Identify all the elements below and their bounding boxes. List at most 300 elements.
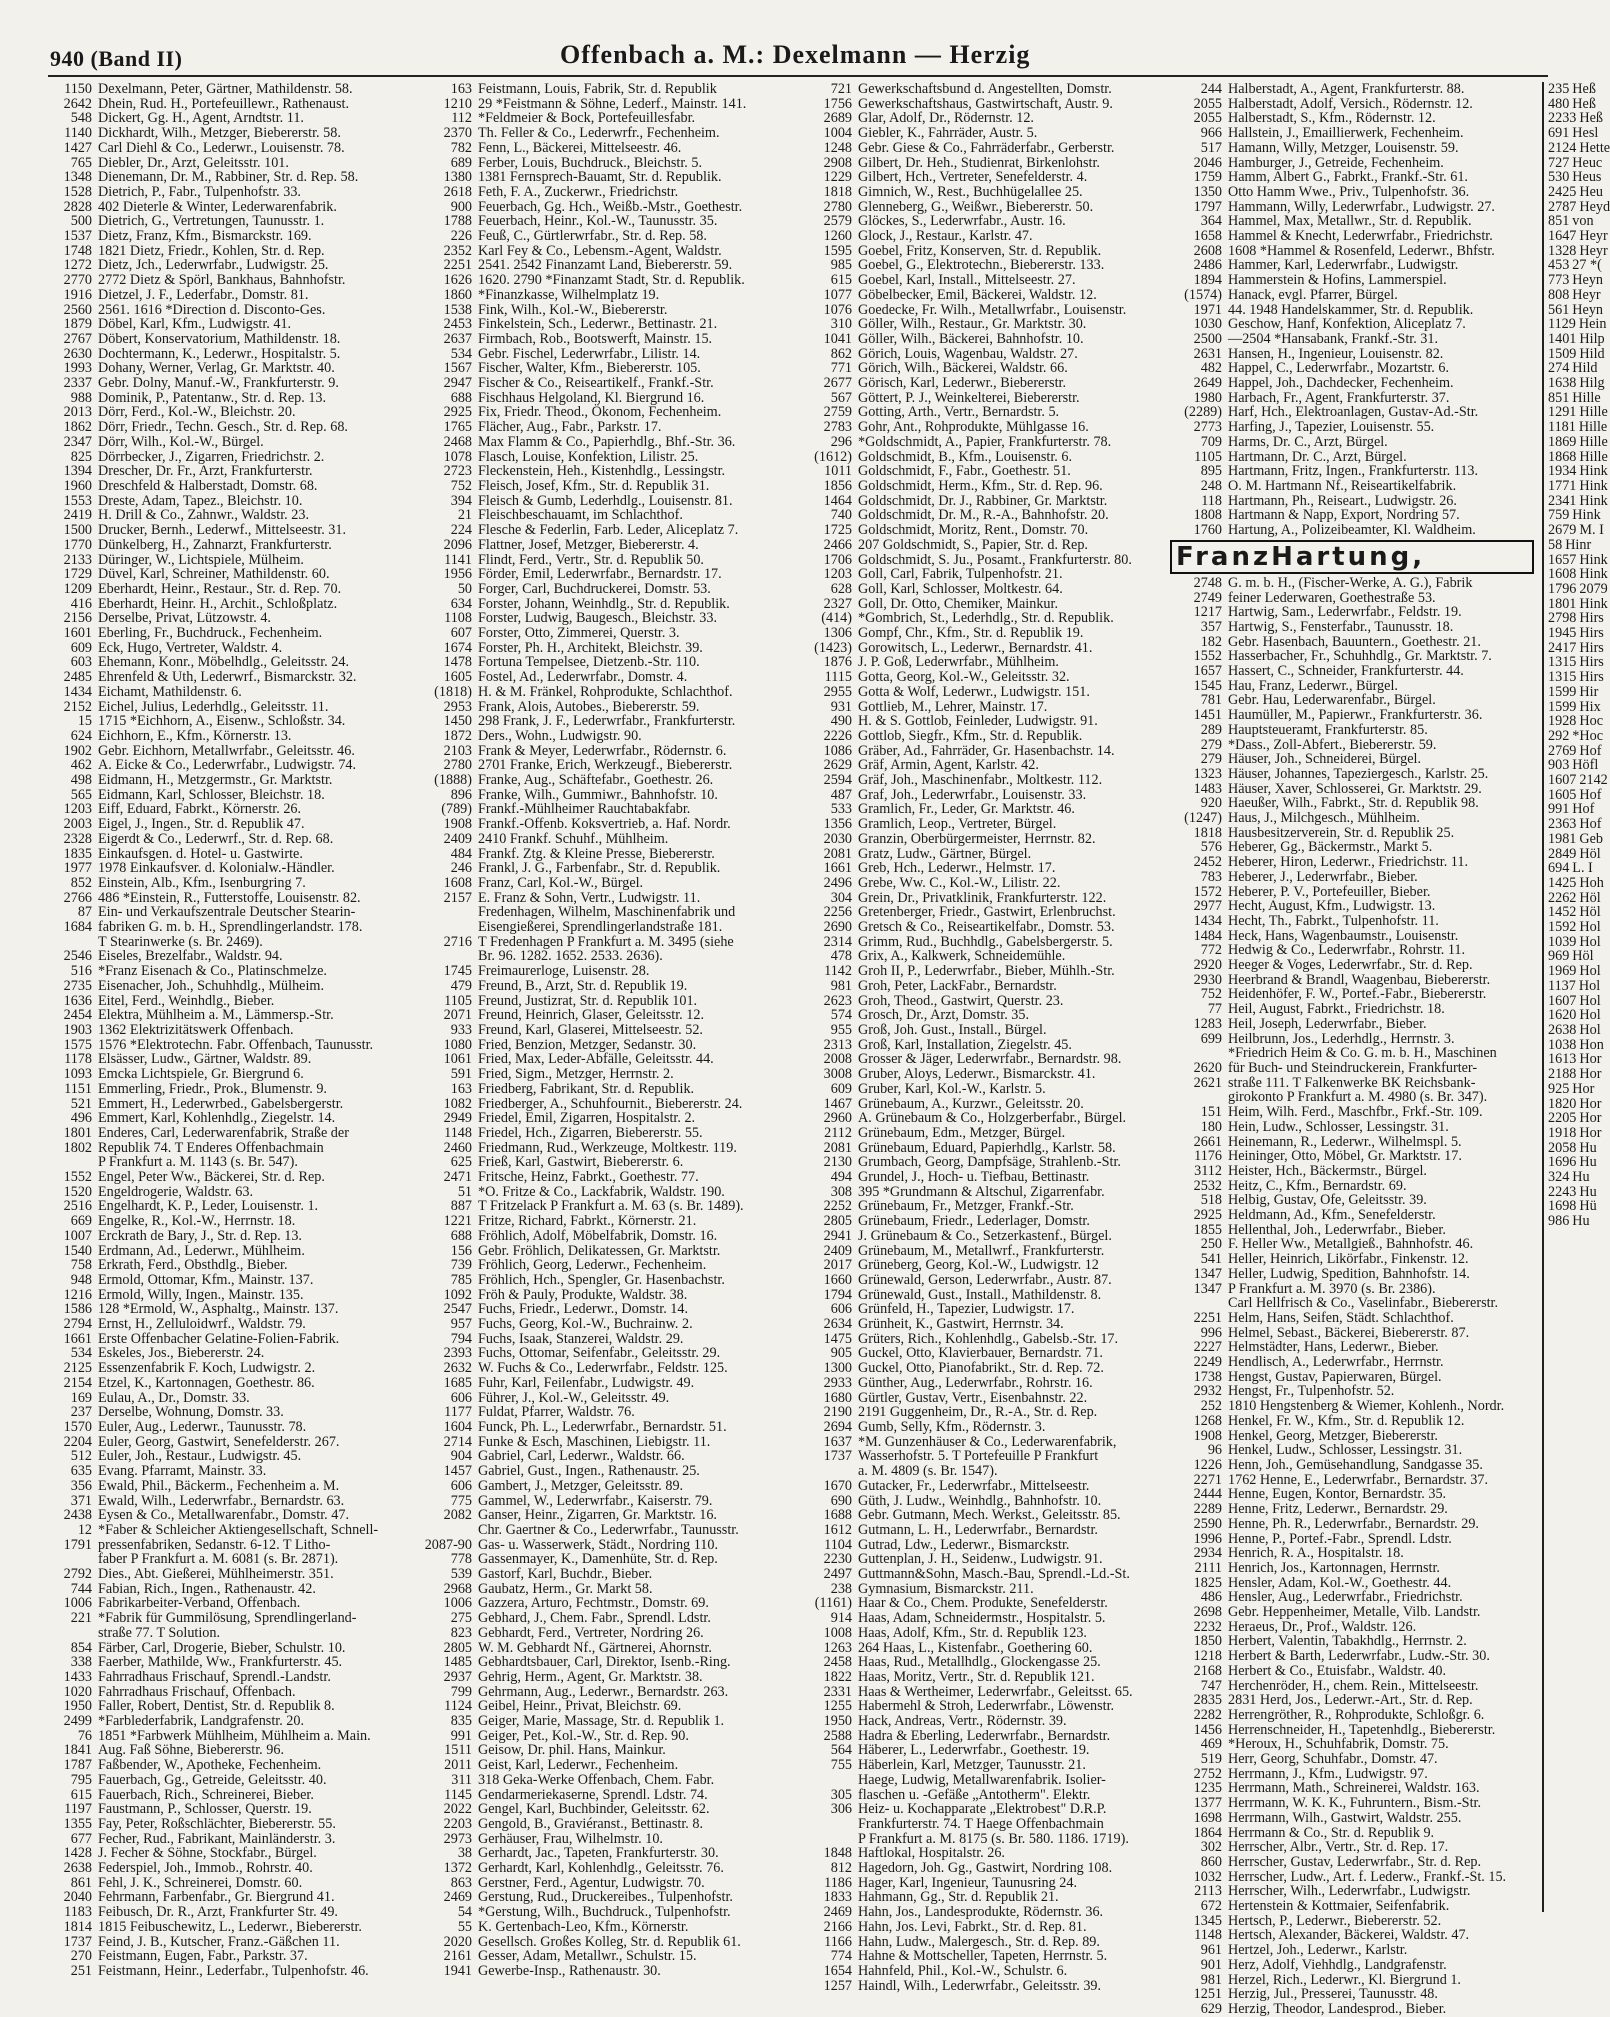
directory-entry [1170, 1546, 1540, 1561]
entry-phone-number: 690 [830, 1492, 852, 1509]
entry-text: Hille [1572, 389, 1601, 406]
entry-text: Haas, Adam, Schneidermstr., Hospitalstr. 5. [858, 1610, 1106, 1627]
entry-text: Harfing, J., Tapezier, Louisenstr. 55. [1228, 419, 1435, 436]
entry-text: Harbach, Fr., Agent, Frankfurterstr. 37. [1228, 389, 1450, 406]
entry-text: Glenneberg, G., Weißwr., Biebererstr. 50. [858, 198, 1094, 215]
entry-text: Eisengießerei, Sprendlingerlandstraße 181. [478, 919, 723, 936]
entry-text: Herbert & Co., Etuisfabr., Waldstr. 40. [1228, 1662, 1447, 1679]
entry-phone-number: 2112 [824, 1124, 852, 1141]
directory-entry [420, 1861, 800, 1876]
directory-entry [420, 82, 800, 97]
entry-text: Hahne & Mottscheller, Tapeten, Herrnstr. 5. [858, 1948, 1108, 1965]
entry-phone-number: 1260 [823, 228, 852, 245]
directory-entry [800, 317, 1180, 332]
entry-phone-number: 1511 [444, 1742, 472, 1759]
entry-text: Hü [1579, 1198, 1597, 1215]
entry-phone-number: 1483 [1193, 780, 1222, 797]
entry-phone-number: 118 [1201, 492, 1222, 509]
entry-text: —2504 *Hansabank, Frankf.-Str. 31. [1228, 330, 1439, 347]
entry-text: Euler, Joh., Restaur., Ludwigstr. 45. [98, 1448, 302, 1465]
entry-text: 264 Haas, L., Kistenfabr., Goethering 60. [858, 1639, 1093, 1656]
directory-entry [800, 126, 1180, 141]
directory-entry [1548, 580, 1608, 597]
entry-phone-number: 1347 [1193, 1280, 1222, 1297]
entry-text: Helbig, Gustav, Ofe, Geleitsstr. 39. [1228, 1192, 1427, 1209]
directory-entry [1170, 885, 1540, 900]
directory-entry [40, 523, 420, 538]
entry-text: Hirs [1579, 610, 1604, 627]
directory-entry [1548, 391, 1600, 406]
entry-phone-number: (1818) [434, 683, 472, 700]
entry-text: 1978 Einkaufsver. d. Kolonialw.-Händler. [98, 860, 335, 877]
entry-text: Frankfurterstr. 74. T Haege Offenbachmain [858, 1815, 1104, 1832]
directory-entry [420, 1008, 800, 1023]
entry-text: Grosch, Dr., Arzt, Domstr. 35. [858, 1007, 1030, 1024]
entry-text: Göttert, P. J., Weinkelterei, Biebererstr. [858, 389, 1080, 406]
entry-text: Forster, Ludwig, Baugesch., Bleichstr. 33. [478, 610, 718, 627]
entry-text: A. Grünebaum & Co., Holzgerberfabr., Bürgel. [858, 1110, 1127, 1127]
directory-entry [800, 1244, 1180, 1259]
entry-phone-number: 1537 [63, 228, 92, 245]
entry-phone-number: 1061 [443, 1051, 472, 1068]
entry-text: Herbert & Barth, Lederwrfabr., Ludw.-Str. 30. [1228, 1648, 1490, 1665]
entry-text: Ders., Wohn., Ludwigstr. 90. [478, 727, 642, 744]
directory-entry [420, 1832, 800, 1847]
directory-entry [800, 1596, 1180, 1611]
entry-text: Hesl [1572, 125, 1599, 142]
entry-text: Fehl, J. K., Schreinerei, Domstr. 60. [98, 1874, 303, 1891]
entry-text: Feuerbach, Gg. Hch., Weißb.-Mstr., Goethestr. [478, 198, 743, 215]
directory-entry [40, 288, 420, 303]
entry-text: Heyn [1572, 272, 1604, 289]
entry-phone-number: 1520 [63, 1183, 92, 1200]
directory-entry [40, 156, 420, 171]
entry-text: Goldschmidt, F., Fabr., Goethestr. 51. [858, 463, 1071, 480]
directory-entry [1170, 1708, 1540, 1723]
entry-text: Hette [1579, 139, 1610, 156]
entry-text: Führer, J., Kol.-W., Geleitsstr. 49. [478, 1389, 670, 1406]
directory-entry [1548, 228, 1608, 245]
entry-phone-number: 996 [1200, 1324, 1222, 1341]
directory-entry [1548, 361, 1600, 376]
entry-phone-number: 2780 [823, 198, 852, 215]
directory-entry [1170, 1105, 1540, 1120]
directory-entry [40, 1097, 420, 1112]
entry-phone-number: 1841 [63, 1742, 92, 1759]
directory-entry [1170, 1135, 1540, 1150]
entry-phone-number: 1377 [1193, 1795, 1222, 1812]
entry-phone-number: 1203 [63, 801, 92, 818]
directory-entry [40, 1626, 420, 1641]
entry-text: Fröhlich, Hch., Spengler, Gr. Hasenbachstr. [478, 1271, 725, 1288]
entry-phone-number: 609 [70, 639, 92, 656]
entry-text: Dietzel, J. F., Lederfabr., Domstr. 81. [98, 286, 309, 303]
entry-phone-number: 774 [830, 1948, 852, 1965]
entry-text: Hor [1579, 1124, 1602, 1141]
entry-text: Halberstadt, S., Kfm., Rödernstr. 12. [1228, 110, 1436, 127]
entry-text: Feuß, C., Gürtlerwrfabr., Str. d. Rep. 58. [478, 228, 707, 245]
directory-entry [1170, 523, 1540, 538]
entry-text: Heyr [1579, 242, 1608, 259]
entry-phone-number: 2752 [1193, 1765, 1222, 1782]
directory-entry [1170, 1576, 1540, 1591]
entry-text: Gerhäuser, Frau, Wilhelmstr. 10. [478, 1830, 663, 1847]
entry-phone-number: 851 [1548, 389, 1570, 406]
directory-entry [40, 1758, 420, 1773]
directory-entry [800, 714, 1180, 729]
directory-entry [800, 788, 1180, 803]
entry-phone-number: 2766 [63, 889, 92, 906]
entry-text: Herrengröther, R., Rohprodukte, Schloßgr. 6. [1228, 1706, 1485, 1723]
entry-text: Hink [1579, 477, 1608, 494]
directory-entry [1170, 1120, 1540, 1135]
entry-phone-number: 2022 [443, 1801, 472, 1818]
directory-entry [1170, 361, 1540, 376]
entry-phone-number: 1272 [63, 257, 92, 274]
entry-text: Fuchs, Ottomar, Seifenfabr., Geleitsstr. 29. [478, 1345, 721, 1362]
entry-phone-number: 2124 [1548, 139, 1577, 156]
directory-entry [420, 876, 800, 891]
entry-text: Eidmann, Karl, Schlosser, Bleichstr. 18. [98, 786, 325, 803]
entry-phone-number: 1748 [63, 242, 92, 259]
directory-entry [800, 1317, 1180, 1332]
entry-text: Gebr. Gutmann, Mech. Werkst., Geleitsstr. 85. [858, 1507, 1121, 1524]
directory-entry [800, 1905, 1180, 1920]
entry-phone-number: 2977 [1193, 898, 1222, 915]
entry-phone-number: 1427 [63, 139, 92, 156]
entry-text: Heß [1579, 110, 1604, 127]
entry-phone-number: 1981 [1548, 830, 1577, 847]
entry-text: 395 *Grundmann & Altschul, Zigarrenfabr. [858, 1183, 1105, 1200]
entry-phone-number: 2937 [443, 1668, 472, 1685]
entry-phone-number: 2328 [63, 830, 92, 847]
directory-entry [800, 1979, 1180, 1994]
entry-text: Hack, Andreas, Vertr., Rödernstr. 39. [858, 1713, 1067, 1730]
entry-text: Gramlich, Fr., Leder, Gr. Marktstr. 46. [858, 801, 1075, 818]
directory-entry [1548, 905, 1600, 920]
directory-entry [800, 214, 1180, 229]
entry-phone-number: 1115 [824, 669, 852, 686]
directory-entry [1548, 727, 1604, 744]
directory-entry [1548, 330, 1605, 347]
directory-entry [800, 1449, 1180, 1464]
entry-phone-number: 1855 [1193, 1221, 1222, 1238]
entry-text: Hirs [1579, 654, 1604, 671]
entry-text: Carl Hellfrisch & Co., Vaselinfabr., Biebererstr. [1228, 1295, 1499, 1312]
entry-text: Gastorf, Karl, Buchdr., Bieber. [478, 1566, 653, 1583]
directory-entry [1548, 772, 1608, 789]
entry-phone-number: 252 [1200, 1398, 1222, 1415]
entry-text: Halberstadt, A., Agent, Frankfurterstr. 88. [1228, 81, 1465, 97]
entry-text: Höl [1579, 889, 1601, 906]
directory-entry [800, 670, 1180, 685]
entry-phone-number: 1759 [1193, 169, 1222, 186]
directory-entry [800, 905, 1180, 920]
entry-text: Glar, Adolf, Dr., Rödernstr. 12. [858, 110, 1034, 127]
directory-entry [1548, 1214, 1600, 1229]
entry-text: Friedel, Hch., Zigarren, Biebererstr. 55. [478, 1124, 703, 1141]
directory-entry [800, 597, 1180, 612]
entry-phone-number: 1745 [443, 963, 472, 980]
entry-text: Hammel & Knecht, Lederwrfabr., Friedrichstr. [1228, 228, 1493, 245]
entry-text: Färber, Carl, Drogerie, Bieber, Schulstr. 10. [98, 1639, 346, 1656]
directory-entry [1170, 1282, 1540, 1297]
entry-text: 1762 Henne, E., Lederwrfabr., Bernardstr. 37. [1228, 1471, 1489, 1488]
entry-text: Günther, Aug., Lederwrfabr., Rohrstr. 16. [858, 1374, 1093, 1391]
entry-text: Dhein, Rud. H., Portefeuillewr., Rathenaust. [98, 95, 349, 112]
directory-entry [40, 670, 420, 685]
directory-entry [40, 920, 420, 935]
directory-entry [40, 1655, 420, 1670]
entry-text: Heininger, Otto, Möbel, Gr. Marktstr. 17. [1228, 1148, 1462, 1165]
entry-text: Flattner, Josef, Metzger, Biebererstr. 4. [478, 536, 699, 553]
entry-text: Heberer, J., Lederwrfabr., Bieber. [1228, 868, 1418, 885]
directory-entry [800, 494, 1180, 509]
directory-entry [40, 1258, 420, 1273]
directory-entry [800, 111, 1180, 126]
entry-text: 1851 *Farbwerk Mühlheim, Mühlheim a. Main. [98, 1727, 371, 1744]
entry-text: Dickhardt, Wilh., Metzger, Biebererstr. 58. [98, 125, 341, 142]
entry-phone-number: 2787 [1548, 198, 1577, 215]
entry-text: W. M. Gebhardt Nf., Gärtnerei, Ahornstr. [478, 1639, 712, 1656]
entry-phone-number: 2327 [823, 595, 852, 612]
entry-phone-number: 151 [1200, 1104, 1222, 1121]
directory-entry [1170, 635, 1540, 650]
entry-phone-number: 1032 [1193, 1868, 1222, 1885]
directory-entry [40, 1155, 420, 1170]
entry-text: Gräf, Joh., Maschinenfabr., Moltkestr. 112. [858, 772, 1103, 789]
entry-text: Dreschfeld & Halberstadt, Domstr. 68. [98, 477, 318, 494]
entry-phone-number: 2638 [1548, 1022, 1577, 1038]
directory-entry [1170, 185, 1540, 200]
entry-phone-number: 574 [830, 1007, 852, 1024]
entry-text: Gotting, Arth., Vertr., Bernardstr. 5. [858, 404, 1060, 421]
entry-phone-number: 1685 [443, 1374, 472, 1391]
entry-phone-number: 1248 [823, 139, 852, 156]
directory-entry [1548, 861, 1600, 876]
directory-entry [1548, 345, 1605, 362]
entry-text: Gesser, Adam, Metallwr., Schulstr. 15. [478, 1948, 697, 1965]
directory-entry [1548, 994, 1600, 1009]
directory-entry [1548, 1155, 1600, 1170]
entry-phone-number: 634 [450, 595, 472, 612]
entry-phone-number: 1328 [1548, 242, 1577, 259]
entry-phone-number: 1868 [1548, 448, 1577, 465]
entry-text: Heyr [1572, 286, 1601, 303]
directory-entry [1548, 595, 1608, 612]
directory-entry [1170, 591, 1540, 606]
directory-entry [420, 200, 800, 215]
directory-entry [420, 435, 800, 450]
directory-entry [420, 1273, 800, 1288]
entry-phone-number: 357 [1200, 618, 1222, 635]
directory-entry [40, 538, 420, 553]
directory-entry [1170, 1634, 1540, 1649]
entry-text: Eichel, Julius, Lederhdlg., Geleitsstr. 11. [98, 698, 329, 715]
entry-text: Goldschmidt, B., Kfm., Louisenstr. 6. [858, 448, 1072, 465]
entry-text: 1608 *Hammel & Rosenfeld, Lederwr., Bhfstr. [1228, 242, 1495, 259]
entry-phone-number: 1078 [443, 448, 472, 465]
entry-phone-number: 1661 [823, 860, 852, 877]
entry-text: Hol [1579, 1007, 1601, 1024]
directory-entry [800, 1949, 1180, 1964]
entry-text: Fecher, Rud., Fabrikant, Mainländerstr. 3. [98, 1830, 336, 1847]
entry-phone-number: 2805 [443, 1639, 472, 1656]
entry-phone-number: 561 [1548, 301, 1570, 318]
entry-phone-number: 2417 [1548, 639, 1577, 656]
entry-text: Giebler, K., Fahrräder, Austr. 5. [858, 125, 1038, 142]
entry-phone-number: 1151 [64, 1080, 92, 1097]
entry-text: Grünewald, Gerson, Lederwrfabr., Austr. 87. [858, 1271, 1112, 1288]
directory-entry [1170, 1870, 1540, 1885]
entry-text: Hof [1579, 786, 1602, 803]
entry-phone-number: 759 [1548, 507, 1570, 524]
entry-text: Fahrradhaus Frischauf, Sprendl.-Landstr. [98, 1668, 331, 1685]
directory-entry [40, 876, 420, 891]
entry-text: T Stearinwerke (s. Br. 2469). [98, 933, 263, 950]
directory-entry [40, 788, 420, 803]
entry-phone-number: 1605 [1548, 786, 1577, 803]
entry-text: Gaubatz, Herm., Gr. Markt 58. [478, 1580, 653, 1597]
entry-phone-number: (1423) [814, 639, 852, 656]
directory-entry [800, 1788, 1180, 1803]
entry-phone-number: 1467 [823, 1095, 852, 1112]
directory-entry [420, 1449, 800, 1464]
entry-text: Fröhlich, Georg, Lederwr., Fechenheim. [478, 1257, 707, 1274]
entry-phone-number: 2226 [823, 727, 852, 744]
entry-phone-number: 1108 [444, 610, 472, 627]
entry-text: Ganser, Heinr., Zigarren, Gr. Marktstr. 16. [478, 1507, 717, 1524]
entry-text: Grimm, Rud., Buchhdlg., Gabelsbergerstr. 5. [858, 933, 1113, 950]
entry-text: Gottlob, Siegfr., Kfm., Str. d. Republik. [858, 727, 1083, 744]
entry-phone-number: 2468 [443, 433, 472, 450]
entry-phone-number: 482 [1200, 360, 1222, 377]
entry-text: Henrich, R. A., Hospitalstr. 18. [1228, 1545, 1404, 1562]
entry-text: Eberhardt, Heinr. H., Archit., Schloßplatz. [98, 595, 338, 612]
entry-text: Flächer, Aug., Fabr., Parkstr. 17. [478, 419, 662, 436]
entry-phone-number: 480 [1548, 95, 1570, 112]
directory-entry [40, 1788, 420, 1803]
entry-text: Heck, Hans, Wagenbaumstr., Louisenstr. [1228, 927, 1459, 944]
directory-entry [1170, 1032, 1540, 1047]
directory-entry [1170, 1370, 1540, 1385]
entry-phone-number: 1613 [1548, 1051, 1577, 1068]
entry-phone-number: 1738 [1193, 1368, 1222, 1385]
entry-text: Carl Diehl & Co., Lederwr., Louisenstr. 78. [98, 139, 345, 156]
directory-entry [40, 1361, 420, 1376]
directory-entry [40, 1802, 420, 1817]
entry-text: Düvel, Karl, Schreiner, Mathildenstr. 60. [98, 566, 330, 583]
entry-text: Hilg [1579, 375, 1605, 392]
directory-entry [1548, 288, 1600, 303]
entry-text: Gottlieb, M., Lehrer, Mainstr. 17. [858, 698, 1048, 715]
entry-text: Feistmann, Louis, Fabrik, Str. d. Republik [478, 81, 717, 97]
directory-entry [1548, 1082, 1600, 1097]
entry-text: Funck, Ph. L., Lederwrfabr., Bernardstr. 51. [478, 1418, 727, 1435]
directory-entry [1170, 620, 1540, 635]
directory-entry [1170, 1502, 1540, 1517]
entry-phone-number: 1770 [63, 536, 92, 553]
entry-phone-number: 1082 [443, 1095, 472, 1112]
entry-text: Haar & Co., Chem. Produkte, Senefelderstr. [858, 1595, 1108, 1612]
entry-phone-number: 2347 [63, 433, 92, 450]
entry-phone-number: 808 [1548, 286, 1570, 303]
entry-phone-number: 862 [830, 345, 852, 362]
entry-phone-number: 1833 [823, 1889, 852, 1906]
entry-text: Dünkelberg, H., Zahnarzt, Frankfurterstr. [98, 536, 332, 553]
entry-text: Wasserhofstr. 5. T Portefeuille P Frankfurt [858, 1448, 1099, 1465]
entry-text: Goll, Dr. Otto, Chemiker, Mainkur. [858, 595, 1059, 612]
entry-text: Hille [1579, 433, 1608, 450]
entry-phone-number: 1637 [823, 1433, 852, 1450]
entry-text: Gambert, J., Metzger, Geleitsstr. 89. [478, 1477, 684, 1494]
entry-phone-number: 490 [830, 713, 852, 730]
entry-phone-number: 1572 [1193, 883, 1222, 900]
entry-text: Gimnich, W., Rest., Buchhügelallee 25. [858, 183, 1083, 200]
entry-text: Frank, Alois, Autobes., Biebererstr. 59. [478, 698, 700, 715]
entry-phone-number: 1971 [1193, 301, 1222, 318]
entry-phone-number: 1706 [823, 551, 852, 568]
directory-entry [40, 1185, 420, 1200]
directory-entry [420, 935, 800, 950]
directory-entry [40, 1420, 420, 1435]
entry-text: Hein [1578, 316, 1607, 333]
directory-entry [1548, 508, 1600, 523]
directory-entry [420, 1067, 800, 1082]
entry-text: Hamburger, J., Getreide, Fechenheim. [1228, 154, 1444, 171]
entry-phone-number: 1860 [443, 286, 472, 303]
entry-phone-number: 304 [830, 889, 852, 906]
directory-entry [1170, 929, 1540, 944]
directory-entry [1170, 1752, 1540, 1767]
entry-phone-number: 1203 [823, 566, 852, 583]
entry-phone-number: 985 [830, 257, 852, 274]
entry-phone-number: 2282 [1193, 1706, 1222, 1723]
directory-entry [1170, 782, 1540, 797]
entry-phone-number: 2271 [1193, 1471, 1222, 1488]
directory-entry [1548, 788, 1600, 803]
entry-phone-number: 2698 [1193, 1604, 1222, 1621]
directory-entry [420, 655, 800, 670]
entry-text: Guttenplan, J. H., Seidenw., Ludwigstr. 91. [858, 1551, 1103, 1568]
entry-phone-number: 226 [450, 228, 472, 245]
entry-text: Heraeus, Dr., Prof., Waldstr. 126. [1228, 1618, 1417, 1635]
entry-phone-number: 2594 [823, 772, 852, 789]
directory-entry [1170, 1723, 1540, 1738]
directory-entry [1170, 1664, 1540, 1679]
entry-text: Hammer, Karl, Lederwrfabr., Ludwigstr. [1228, 257, 1459, 274]
entry-phone-number: 2798 [1548, 610, 1577, 627]
entry-phone-number: (414) [821, 610, 852, 627]
directory-entry [420, 553, 800, 568]
entry-phone-number: 2949 [443, 1110, 472, 1127]
entry-text: Herrscher, Albr., Vertr., Str. d. Rep. 17. [1228, 1839, 1449, 1856]
entry-text: Dominik, P., Patentanw., Str. d. Rep. 13. [98, 389, 327, 406]
directory-entry [40, 714, 420, 729]
directory-entry [1548, 700, 1600, 715]
entry-text: Flindt, Ferd., Vertr., Str. d. Republik 50. [478, 551, 704, 568]
entry-text: Erkrath, Ferd., Obsthdlg., Bieber. [98, 1257, 288, 1274]
directory-entry [1170, 811, 1540, 826]
entry-phone-number: 2313 [823, 1036, 852, 1053]
directory-entry [800, 567, 1180, 582]
entry-phone-number: 914 [830, 1610, 852, 1627]
directory-entry [1548, 1036, 1604, 1053]
entry-text: Gebhardt, Ferd., Vertreter, Nordring 26. [478, 1624, 704, 1641]
entry-text: Höl [1579, 904, 1601, 921]
directory-entry [420, 156, 800, 171]
directory-entry [420, 670, 800, 685]
